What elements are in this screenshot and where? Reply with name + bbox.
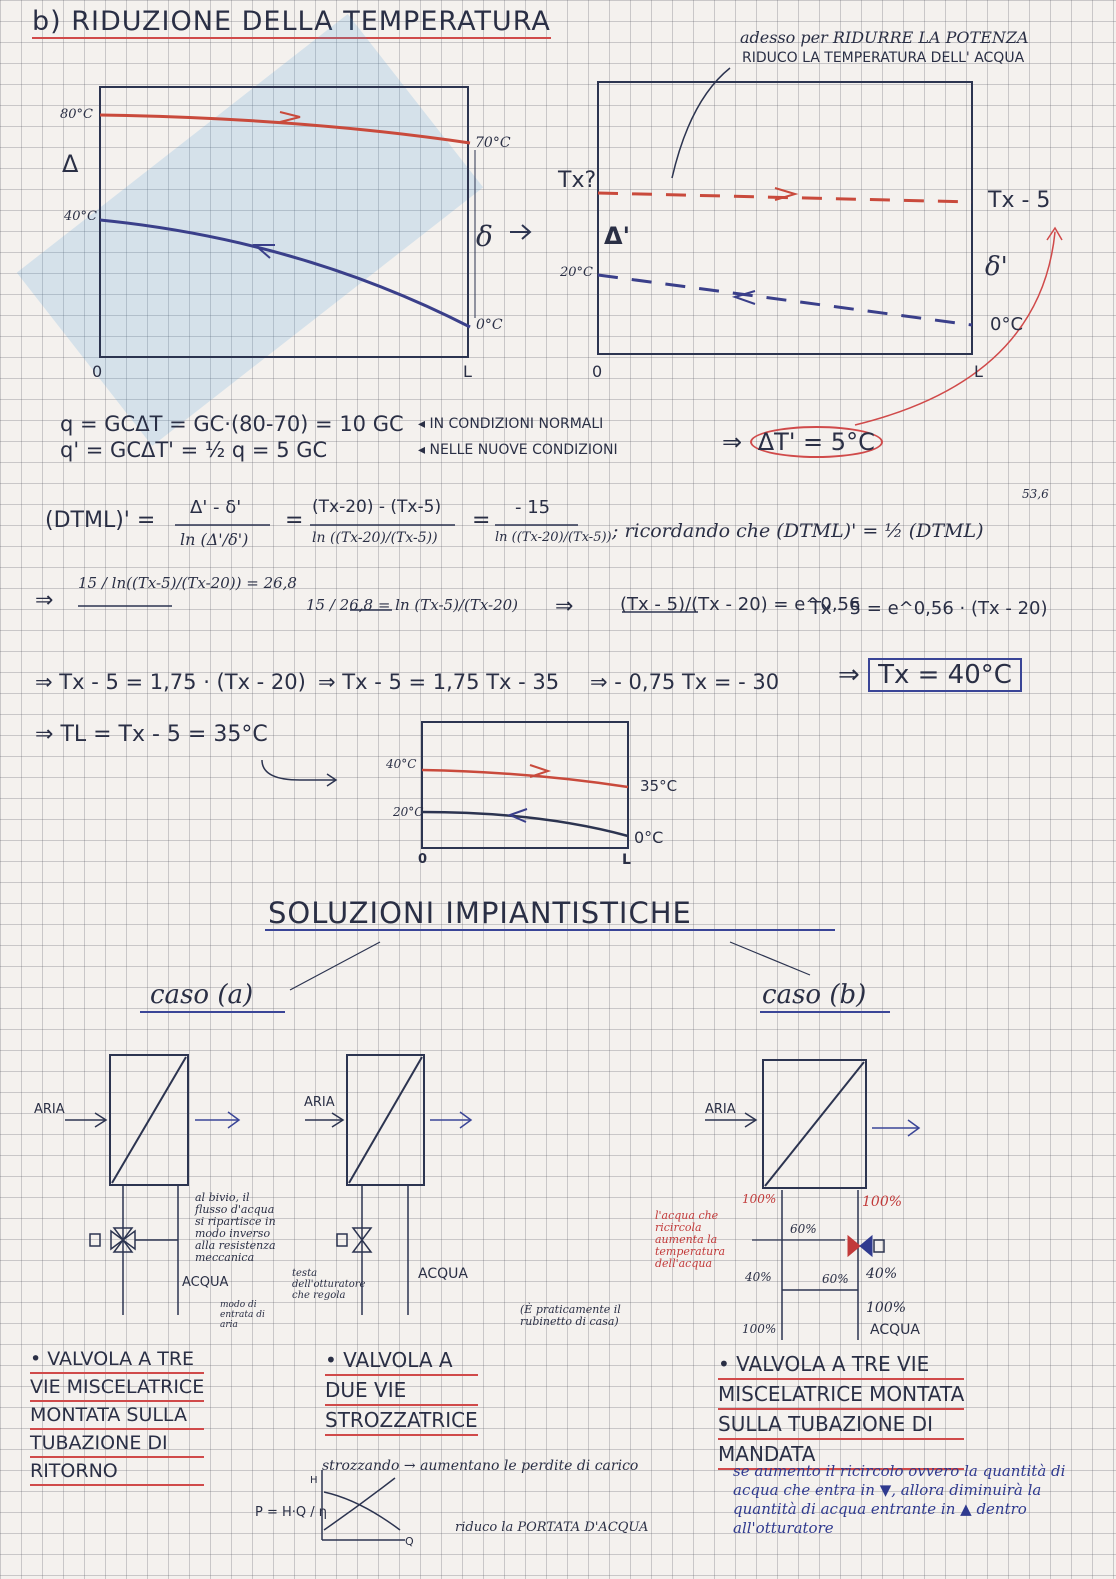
bottom-q: Q bbox=[405, 1535, 414, 1548]
eq1-note1: ◂ IN CONDIZIONI NORMALI bbox=[418, 416, 604, 432]
g2-t20: 20°C bbox=[560, 265, 593, 280]
g2-end: L bbox=[974, 362, 983, 381]
a1-aria: ARIA bbox=[34, 1102, 65, 1117]
graph2-cold-line bbox=[598, 275, 972, 325]
b-p100c: 100% bbox=[866, 1300, 907, 1316]
g1-t80: 80°C bbox=[60, 107, 93, 122]
a2-note: testa dell'otturatore che regola bbox=[292, 1268, 366, 1301]
label-a1-line4: RITORNO bbox=[30, 1458, 204, 1486]
caso-b: caso (b) bbox=[762, 980, 867, 1010]
a2-aria: ARIA bbox=[304, 1095, 335, 1110]
watermark-logo bbox=[17, 14, 483, 446]
eq2-note-val: 53,6 bbox=[1022, 487, 1049, 501]
eq2-frac2-den: ln ((Tx-20)/(Tx-5)) bbox=[312, 530, 438, 546]
bottom-strozz: strozzando → aumentano le perdite di carico bbox=[322, 1458, 639, 1474]
a1-note2: modo di entrata di aria bbox=[220, 1300, 265, 1330]
note-top-line1: adesso per RIDURRE LA POTENZA bbox=[740, 28, 1029, 47]
label-a1-line1: VIE MISCELATRICE bbox=[30, 1374, 204, 1402]
eq2-eq2: = bbox=[472, 508, 491, 533]
eq4-result: ⇒ Tx = 40°C bbox=[838, 660, 1022, 690]
g3-origin: 0 bbox=[418, 852, 428, 867]
label-a1-line2: MONTATA SULLA bbox=[30, 1402, 204, 1430]
g1-delta-small: δ bbox=[476, 220, 493, 253]
b-aria: ARIA bbox=[705, 1102, 736, 1117]
graph2-frame bbox=[598, 82, 972, 354]
eq2-eq1: = bbox=[285, 508, 304, 533]
g3-t0: 0°C bbox=[634, 828, 664, 847]
eq1-line1: q = GCΔT = GC·(80-70) = 10 GC bbox=[60, 412, 404, 436]
g1-end: L bbox=[463, 362, 472, 381]
b-p60b: 60% bbox=[822, 1272, 849, 1286]
page-title-text: b) RIDUZIONE DELLA TEMPERATURA bbox=[32, 6, 551, 37]
bottom-riduco: riduco la PORTATA D'ACQUA bbox=[455, 1520, 649, 1535]
a1-note: al bivio, il flusso d'acqua si ripartisce in modo inverso alla resistenza meccanica bbox=[195, 1191, 276, 1264]
label-a2-line2: STROZZATRICE bbox=[325, 1406, 478, 1436]
eq2-note: ; ricordando che (DTML)' = ½ (DTML) bbox=[612, 520, 984, 542]
label-a1-line3: TUBAZIONE DI bbox=[30, 1430, 204, 1458]
label-a1-line0: • VALVOLA A TRE bbox=[30, 1346, 204, 1374]
label-b-line2: SULLA TUBAZIONE DI bbox=[718, 1410, 964, 1440]
a2-note2: (È praticamente il rubinetto di casa) bbox=[520, 1303, 621, 1328]
eq2-frac1-num: Δ' - δ' bbox=[190, 497, 242, 518]
eq3-c: (Tx - 5)/(Tx - 20) = e^0,56 bbox=[620, 594, 861, 615]
a2-acqua: ACQUA bbox=[418, 1266, 468, 1282]
eq1-line2: q' = GCΔT' = ½ q = 5 GC bbox=[60, 438, 328, 462]
eq4-result-text: Tx = 40°C bbox=[868, 658, 1022, 692]
g2-delta-small: δ' bbox=[985, 252, 1008, 282]
eq1-note1-text: IN CONDIZIONI NORMALI bbox=[429, 416, 604, 432]
eq4-b-text: Tx - 5 = 1,75 Tx - 35 bbox=[342, 670, 560, 694]
label-a1 bbox=[30, 1346, 204, 1486]
bottom-b-note: se aumento il ricircolo ovvero la quantità di acqua che entra in ▼, allora diminuirà la quantità di acqua entrante in ▲ dentro all'otturatore bbox=[733, 1462, 1066, 1537]
g1-t70: 70°C bbox=[475, 135, 511, 151]
eq1-note2-text: NELLE NUOVE CONDIZIONI bbox=[429, 442, 618, 458]
eq4-c-text: - 0,75 Tx = - 30 bbox=[614, 670, 780, 694]
eq5-text: TL = Tx - 5 = 35°C bbox=[60, 722, 268, 747]
g3-t40: 40°C bbox=[386, 757, 417, 771]
eq3-arrow2: ⇒ bbox=[555, 594, 574, 619]
b-p100a: 100% bbox=[742, 1192, 777, 1206]
eq3-d: Tx - 5 = e^0,56 · (Tx - 20) bbox=[810, 598, 1048, 619]
eq4-b: ⇒ Tx - 5 = 1,75 Tx - 35 bbox=[318, 670, 560, 694]
eq3-b: 15 / 26,8 = ln (Tx-5)/(Tx-20) bbox=[306, 596, 519, 614]
label-b bbox=[718, 1350, 964, 1470]
label-b-line3: MANDATA bbox=[718, 1440, 964, 1470]
eq2-frac3-den: ln ((Tx-20)/(Tx-5)) bbox=[495, 530, 612, 545]
a1-acqua: ACQUA bbox=[182, 1275, 229, 1290]
eq1-result-text: ΔT' = 5°C bbox=[750, 426, 883, 458]
eq4-a-text: Tx - 5 = 1,75 · (Tx - 20) bbox=[59, 670, 306, 694]
caso-a: caso (a) bbox=[150, 980, 254, 1010]
eq1-result: ⇒ ΔT' = 5°C bbox=[722, 428, 883, 456]
b-note: l'acqua che ricircola aumenta la temperatura dell'acqua bbox=[655, 1209, 726, 1270]
eq4-c: ⇒ - 0,75 Tx = - 30 bbox=[590, 670, 780, 694]
g1-delta: Δ bbox=[62, 150, 79, 178]
eq2-lhs: (DTML)' = bbox=[45, 508, 156, 533]
b-p40b: 40% bbox=[866, 1266, 898, 1282]
g1-t0: 0°C bbox=[476, 317, 503, 333]
eq3-a: 15 / ln((Tx-5)/(Tx-20)) = 26,8 bbox=[78, 574, 297, 592]
note-top-line2: RIDUCO LA TEMPERATURA DELL' ACQUA bbox=[742, 50, 1025, 66]
bottom-h: H bbox=[310, 1475, 318, 1486]
eq2-frac3-num: - 15 bbox=[515, 497, 551, 518]
eq3-arrow: ⇒ bbox=[35, 588, 54, 613]
b-p60a: 60% bbox=[790, 1222, 817, 1236]
g1-origin: 0 bbox=[92, 362, 103, 381]
g2-delta: Δ' bbox=[604, 222, 630, 250]
label-b-line1: MISCELATRICE MONTATA bbox=[718, 1380, 964, 1410]
eq4-a: ⇒ Tx - 5 = 1,75 · (Tx - 20) bbox=[35, 670, 306, 694]
label-a2-line0: • VALVOLA A bbox=[325, 1346, 478, 1376]
eq1-note2: ◂ NELLE NUOVE CONDIZIONI bbox=[418, 442, 618, 458]
b-p100b: 100% bbox=[862, 1194, 903, 1210]
g3-t20: 20°C bbox=[393, 805, 424, 819]
g1-t40: 40°C bbox=[64, 209, 97, 224]
b-p40a: 40% bbox=[745, 1270, 772, 1284]
g2-txq: Tx? bbox=[558, 168, 597, 193]
label-a2-line1: DUE VIE bbox=[325, 1376, 478, 1406]
g2-t0: 0°C bbox=[990, 314, 1024, 335]
label-a2 bbox=[325, 1346, 478, 1436]
label-b-line0: • VALVOLA A TRE VIE bbox=[718, 1350, 964, 1380]
g2-origin: 0 bbox=[592, 362, 603, 381]
g2-tx5: Tx - 5 bbox=[988, 188, 1051, 213]
eq5: ⇒ TL = Tx - 5 = 35°C bbox=[35, 722, 268, 747]
eq2-frac1-den: ln (Δ'/δ') bbox=[180, 530, 249, 549]
bottom-p: P = H·Q / η bbox=[255, 1505, 328, 1520]
g3-t35: 35°C bbox=[640, 777, 678, 795]
section-title: SOLUZIONI IMPIANTISTICHE bbox=[268, 896, 692, 930]
b-p100d: 100% bbox=[742, 1322, 777, 1336]
b-acqua: ACQUA bbox=[870, 1322, 920, 1338]
eq2-frac2-num: (Tx-20) - (Tx-5) bbox=[312, 497, 442, 517]
g3-end: L bbox=[622, 852, 631, 868]
